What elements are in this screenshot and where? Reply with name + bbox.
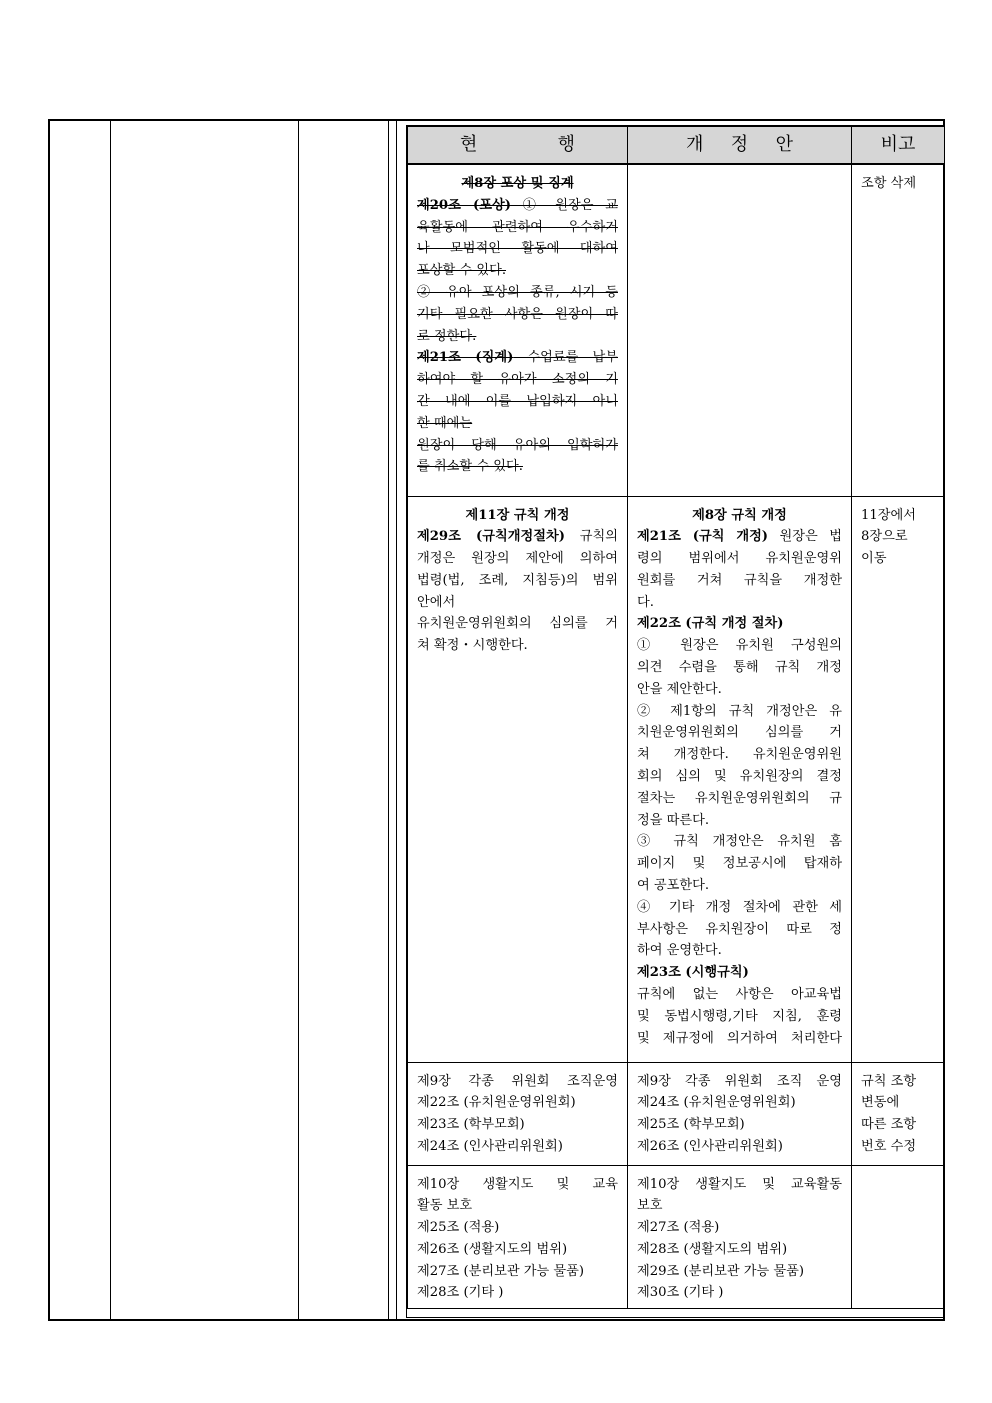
text-line: 규칙에 없는 사항은 아교육법 (637, 987, 842, 1003)
text-line: 절차는 유치원운영위원회의 규 (637, 790, 842, 806)
article-heading: 제23조 (학부모회) (417, 1117, 525, 1133)
row2-remarks-cell (852, 496, 945, 1062)
remark-line: 이동 (861, 551, 887, 567)
article-heading: 제29조 (분리보관 가능 물품) (637, 1263, 805, 1279)
text-line: 여 공포한다. (637, 878, 710, 894)
article-heading: 제26조 (인사관리위원회) (637, 1138, 783, 1154)
text-line: ③ 규칙 개정안은 유치원 홈 (637, 834, 842, 850)
text-line: 안을 제안한다. (637, 681, 722, 697)
row1-amended-cell (628, 164, 852, 496)
text-line: 및 제규정에 의거하여 처리한다 (637, 1030, 842, 1046)
chapter-title: 활동 보호 (417, 1198, 473, 1214)
text-line: 원회를 거쳐 규칙을 개정한 (637, 572, 842, 588)
row1-remarks-cell (852, 164, 945, 496)
column-divider-4 (396, 121, 397, 1319)
article-heading: 제21조 (규칙 개정) (637, 529, 769, 545)
row2-amended-cell (628, 496, 852, 1062)
text-line: 다. (637, 594, 654, 610)
chapter-title: 제8장 규칙 개정 (692, 507, 787, 523)
chapter-title: 보호 (637, 1198, 663, 1214)
column-divider-3 (388, 121, 389, 1319)
text-line: 회의 심의 및 유치원장의 결정 (637, 769, 842, 785)
article-heading: 제27조 (적용) (637, 1220, 720, 1236)
text-line: 원장이 당해 유아의 입학허가 (417, 437, 618, 453)
remark-line: 8장으로 (861, 529, 908, 545)
text-line: 제21조 (징계) 수업료를 납부 (417, 350, 618, 366)
row2-current-cell (408, 496, 628, 1062)
header-remarks: 비고 (852, 127, 945, 165)
text-line: 개정은 원장의 제안에 의하여 (417, 551, 618, 567)
text-line: 제29조 (규칙개정절차) 규칙의 (417, 529, 618, 545)
text-line: ② 유아 포상의 종류, 시기 등 (417, 284, 618, 300)
article-heading: 제30조 (기타 ) (637, 1285, 724, 1301)
article-heading: 제21조 (징계) (417, 350, 514, 366)
text-line: 쳐 확정・시행한다. (417, 638, 528, 654)
chapter-title: 제9장 각종 위원회 조직 운영 (637, 1073, 842, 1089)
remark-line: 11장에서 (861, 507, 916, 523)
text-line: 제21조 (규칙 개정) 원장은 법 (637, 529, 843, 545)
text-line: 나 모범적인 활동에 대하여 (417, 241, 618, 257)
text-line: 령의 범위에서 유치원운영위 (637, 551, 842, 567)
remark-line: 변동에 (861, 1095, 900, 1111)
column-divider-2 (298, 121, 299, 1319)
text-line: 기타 필요한 사항은 원장이 따 (417, 306, 618, 322)
chapter-title: 제10장 생활지도 및 교육 (417, 1176, 618, 1192)
remark-line: 따른 조항 (861, 1117, 917, 1133)
header-current-char-1: 현 (460, 134, 478, 156)
text-line: 제20조 (포상) ① 원장은 교 (417, 197, 618, 213)
article-heading: 제26조 (생활지도의 범위) (417, 1241, 568, 1257)
comparison-table-frame (406, 125, 944, 1318)
text-line: 페이지 및 정보공시에 탑재하 (637, 856, 842, 872)
row3-amended-cell (628, 1062, 852, 1165)
text-line: 및 동법시행령,기타 지침, 훈령 (637, 1008, 842, 1024)
remark-line: 번호 수정 (861, 1138, 917, 1154)
text-line: ④ 기타 개정 절차에 관한 세 (637, 899, 842, 915)
text-line: 부사항은 유치원장이 따로 정 (637, 921, 842, 937)
article-heading: 제22조 (규칙 개정 절차) (637, 616, 784, 632)
text-line: 로 정한다. (417, 328, 477, 344)
header-amended-char-3: 안 (775, 134, 793, 156)
row3-remarks-cell (852, 1062, 945, 1165)
article-heading: 제25조 (적용) (417, 1220, 500, 1236)
article-heading: 제28조 (생활지도의 범위) (637, 1241, 788, 1257)
text-line: 정을 따른다. (637, 812, 710, 828)
text-line: 안에서 (417, 594, 456, 610)
row1-current-cell (408, 164, 628, 496)
header-amended-char-1: 개 (686, 134, 704, 156)
header-current (408, 127, 628, 165)
article-heading: 제23조 (시행규칙) (637, 965, 749, 981)
article-heading: 제25조 (학부모회) (637, 1117, 745, 1133)
header-amended (628, 127, 852, 165)
text-line: 를 취소할 수 있다. (417, 459, 523, 475)
text-line: 간 내에 이를 납입하지 아니 (417, 393, 618, 409)
row4-amended-cell (628, 1165, 852, 1309)
header-current-char-2: 행 (557, 134, 575, 156)
article-heading: 제28조 (기타 ) (417, 1285, 504, 1301)
header-row (408, 127, 945, 165)
text-line: 하여야 할 유아가 소정의 기 (417, 372, 618, 388)
remark-line: 조항 삭제 (861, 176, 917, 191)
text-line: 유치원운영위원회의 심의를 거 (417, 616, 618, 632)
row3-current-cell (408, 1062, 628, 1165)
text-line: 육활동에 관련하여 우수하거 (417, 219, 618, 235)
row4-current-cell (408, 1165, 628, 1309)
article-heading: 제24조 (유치원운영위원회) (637, 1095, 796, 1111)
table-row (408, 496, 945, 1062)
chapter-title: 제10장 생활지도 및 교육활동 (637, 1176, 842, 1192)
article-heading: 제29조 (규칙개정절차) (417, 529, 565, 545)
chapter-title: 제9장 각종 위원회 조직운영 (417, 1073, 618, 1089)
chapter-title: 제11장 규칙 개정 (465, 507, 570, 523)
article-heading: 제20조 (포상) (417, 197, 511, 213)
text-line: 포상할 수 있다. (417, 263, 507, 279)
text-line: ② 제1항의 규칙 개정안은 유 (637, 703, 842, 719)
remark-line: 규칙 조항 (861, 1073, 917, 1089)
text-line: 쳐 개정한다. 유치원운영위원 (637, 747, 842, 763)
article-heading: 제22조 (유치원운영위원회) (417, 1095, 576, 1111)
text-line: 치원운영위원회의 심의를 거 (637, 725, 842, 741)
comparison-table (407, 126, 945, 1309)
text-line: 한 때에는 (417, 415, 473, 431)
column-divider-1 (110, 121, 111, 1319)
text-line: 하여 운영한다. (637, 943, 722, 959)
article-heading: 제27조 (분리보관 가능 물품) (417, 1263, 585, 1279)
text-line: 법령(법, 조례, 지침등)의 범위 (417, 572, 618, 588)
text-line: ① 원장은 유치원 구성원의 (637, 638, 842, 654)
table-row (408, 1165, 945, 1309)
table-row (408, 1062, 945, 1165)
article-heading: 제24조 (인사관리위원회) (417, 1138, 563, 1154)
row4-remarks-cell (852, 1165, 945, 1309)
chapter-title: 제8장 포상 및 징계 (461, 176, 574, 191)
header-amended-char-2: 정 (730, 134, 749, 156)
table-row (408, 164, 945, 496)
text-line: 의견 수렴을 통해 규칙 개정 (637, 660, 842, 676)
